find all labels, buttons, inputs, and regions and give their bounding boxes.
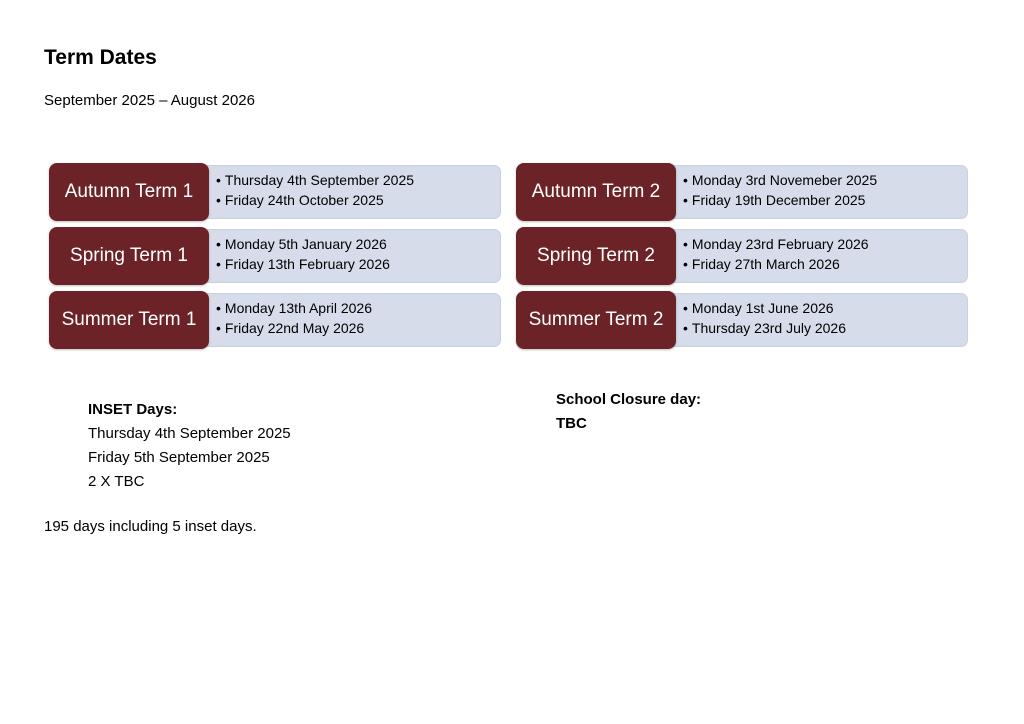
term-start-date — [683, 234, 967, 254]
bullet-icon: • — [683, 300, 688, 316]
date-text: Friday 27th March 2026 — [691, 256, 840, 272]
term-dates-box — [666, 165, 968, 219]
date-text: Friday 19th December 2025 — [691, 192, 866, 208]
bullet-icon: • — [683, 256, 688, 272]
term-dates-box — [199, 165, 501, 219]
date-text: Monday 1st June 2026 — [691, 300, 834, 316]
date-text: Monday 5th January 2026 — [224, 236, 387, 252]
term-end-date — [683, 254, 967, 274]
term-label: Spring Term 1 — [49, 227, 209, 285]
term-start-date — [683, 298, 967, 318]
page-title: Term Dates — [44, 46, 157, 69]
bullet-icon: • — [216, 192, 221, 208]
term-end-date — [216, 318, 500, 338]
inset-day-item: Friday 5th September 2025 — [88, 449, 270, 466]
term-row-autumn-2 — [516, 163, 968, 221]
bullet-icon: • — [683, 236, 688, 252]
date-text: Friday 24th October 2025 — [224, 192, 384, 208]
bullet-icon: • — [216, 300, 221, 316]
term-dates-box — [199, 293, 501, 347]
bullet-icon: • — [216, 172, 221, 188]
closure-value: TBC — [556, 415, 587, 432]
bullet-icon: • — [683, 172, 688, 188]
date-text: Friday 22nd May 2026 — [224, 320, 365, 336]
term-row-summer-2 — [516, 291, 968, 349]
bullet-icon: • — [683, 192, 688, 208]
inset-day-item: 2 X TBC — [88, 473, 145, 490]
term-start-date — [216, 234, 500, 254]
term-label: Summer Term 2 — [516, 291, 676, 349]
term-dates-box — [666, 229, 968, 283]
date-text: Monday 23rd February 2026 — [691, 236, 869, 252]
term-start-date — [683, 170, 967, 190]
closure-heading: School Closure day: — [556, 391, 702, 408]
term-end-date — [683, 190, 967, 210]
term-label: Summer Term 1 — [49, 291, 209, 349]
bullet-icon: • — [216, 236, 221, 252]
term-row-spring-2 — [516, 227, 968, 285]
school-closure-section — [556, 388, 701, 436]
term-dates-box — [199, 229, 501, 283]
bullet-icon: • — [683, 320, 688, 336]
term-dates-box — [666, 293, 968, 347]
term-end-date — [683, 318, 967, 338]
term-grid — [49, 163, 968, 349]
term-label: Autumn Term 2 — [516, 163, 676, 221]
term-end-date — [216, 254, 500, 274]
term-label: Spring Term 2 — [516, 227, 676, 285]
bullet-icon: • — [216, 320, 221, 336]
inset-days-heading: INSET Days: — [88, 401, 178, 418]
bullet-icon: • — [216, 256, 221, 272]
date-text: Friday 13th February 2026 — [224, 256, 390, 272]
date-text: Thursday 4th September 2025 — [224, 172, 415, 188]
inset-days-section — [88, 398, 291, 494]
term-row-spring-1 — [49, 227, 501, 285]
date-text: Monday 3rd Novemeber 2025 — [691, 172, 878, 188]
days-summary: 195 days including 5 inset days. — [44, 518, 257, 535]
term-row-summer-1 — [49, 291, 501, 349]
date-text: Monday 13th April 2026 — [224, 300, 373, 316]
term-label: Autumn Term 1 — [49, 163, 209, 221]
inset-day-item: Thursday 4th September 2025 — [88, 425, 291, 442]
term-row-autumn-1 — [49, 163, 501, 221]
term-start-date — [216, 298, 500, 318]
term-start-date — [216, 170, 500, 190]
term-end-date — [216, 190, 500, 210]
date-text: Thursday 23rd July 2026 — [691, 320, 846, 336]
page-subtitle: September 2025 – August 2026 — [44, 92, 255, 109]
